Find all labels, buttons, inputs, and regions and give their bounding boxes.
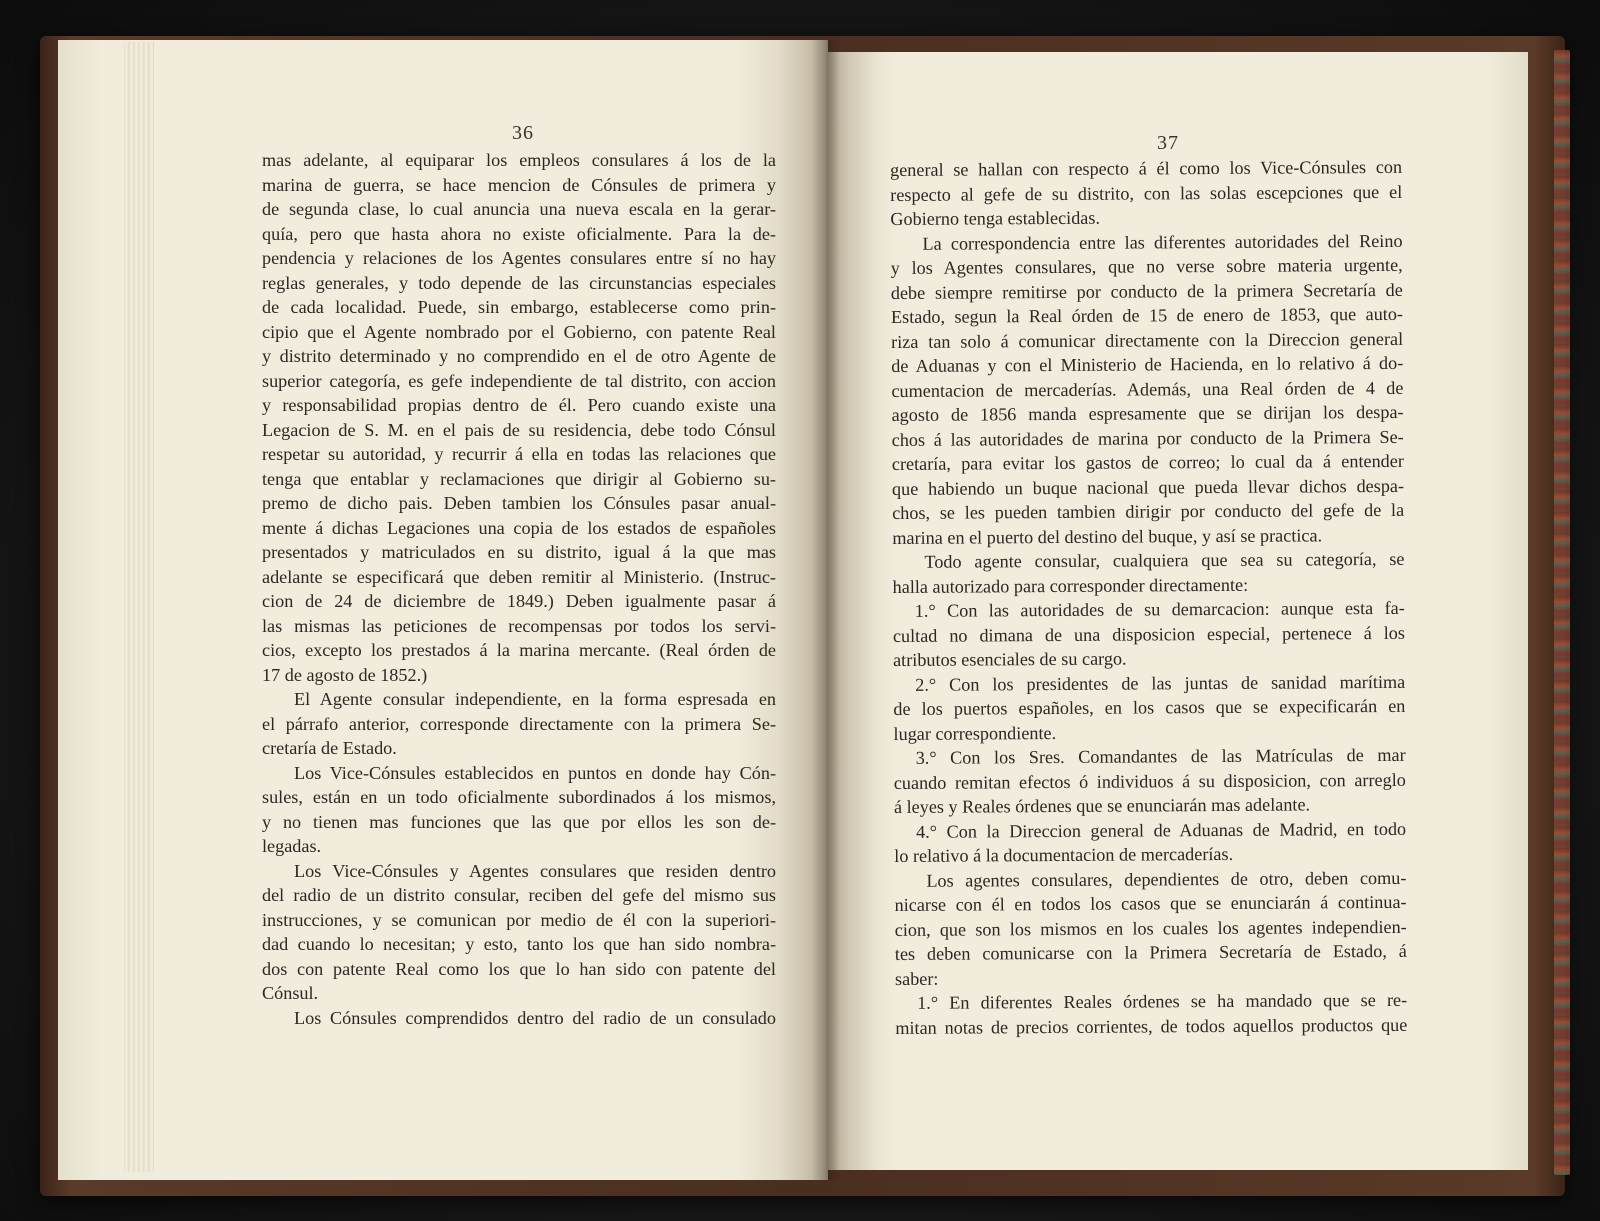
right-text-line: general se hallan con respecto á él como los Vice-Cónsules con (890, 156, 1403, 180)
left-text-line: El Agente consular independiente, en la forma espresada en (294, 689, 776, 709)
left-text-line: Los Cónsules comprendidos dentro del radio de un consulado (294, 1007, 776, 1028)
left-text-line: y responsabilidad propias dentro de él. Pero cuando existe una (262, 395, 776, 415)
left-text-line: y distrito determinado y no comprendido en el de otro Agente de (262, 346, 776, 366)
right-text-line: Estado, segun la Real órden de 15 de enero de 1853, que auto- (890, 303, 1404, 327)
right-text-line: 4.° Con la Direccion general de Aduanas de Madrid, en todo (916, 818, 1407, 842)
right-text-line: cretaría, para evitar los gastos de correo; lo cual da á entender (891, 450, 1404, 474)
left-page-stack-edge (124, 42, 154, 1172)
right-text-line: chos á las autoridades de marina por conducto de la Primera Se- (891, 426, 1404, 450)
right-text-line: y los Agentes consulares, que no verse sobre materia urgente, (890, 254, 1403, 278)
left-text-line: dad cuando lo necesitan; y esto, tanto los que han sido nombra- (262, 934, 776, 954)
right-text-line: La correspondencia entre las diferentes autoridades del Reino (922, 230, 1403, 254)
left-text-line: reglas generales, y todo depende de las circunstancias especiales (262, 272, 776, 293)
right-text-line: 2.° Con los presidentes de las juntas de sanidad marítima (915, 671, 1406, 695)
left-text-line: de cada localidad. Puede, sin embargo, establecerse como prin- (262, 297, 776, 317)
right-text-line: atributos esenciales de su cargo. (893, 648, 1127, 670)
left-text-line: legadas. (262, 836, 322, 856)
left-text-line: de segunda clase, lo cual anuncia una nueva escala en la gerar- (262, 199, 776, 219)
right-text-line: chos, se les pueden tambien dirigir por conducto del gefe de la (892, 499, 1405, 523)
left-text-line: dos con patente Real como los que lo han sido con patente del (262, 958, 776, 979)
left-text-line: tenga que entablar y reclamaciones que dirigir al Gobierno su- (262, 468, 776, 489)
right-text-line: respecto al gefe de su distrito, con las solas escepciones que el (890, 181, 1403, 205)
right-text-line: saber: (894, 968, 939, 989)
right-text-line: debe siempre remitirse por conducto de la primera Secretaría de (890, 279, 1403, 303)
right-text-line: cumentacion de mercaderías. Además, una Real órden de 4 de (891, 377, 1404, 401)
left-text-line: respetar su autoridad, y recurrir á ella en todas las relaciones que (262, 444, 776, 464)
right-page-text (890, 155, 1407, 1040)
left-text-line: cretaría de Estado. (262, 738, 397, 758)
left-text-line: y no tienen mas funciones que las que por ellos les son de- (262, 811, 776, 832)
left-text-line: pendencia y relaciones de los Agentes consulares entre sí no hay (262, 248, 776, 268)
right-text-line: mitan notas de precios corrientes, de todos aquellos productos que (895, 1014, 1408, 1038)
left-text-line: marina de guerra, se hace mencion de Cónsules de primera y (262, 174, 776, 195)
right-text-line: Gobierno tenga establecidas. (890, 207, 1101, 229)
left-text-line: presentados y matriculados en su distrito, igual á la que mas (262, 542, 776, 562)
left-page-text (262, 148, 776, 1030)
left-text-line: del radio de un distrito consular, reciben del gefe del mismo sus (262, 885, 776, 905)
right-text-line: cultad no dimana de una disposicion especial, pertenece á los (892, 622, 1405, 646)
left-page-number: 36 (512, 122, 534, 144)
left-text-line: cios, excepto los prestados á la marina mercante. (Real órden de (262, 640, 776, 660)
left-text-line: Cónsul. (262, 983, 319, 1003)
right-text-line: riza tan solo á comunicar directamente con la Direccion general (891, 328, 1404, 352)
right-text-line: halla autorizado para corresponder directamente: (892, 574, 1249, 597)
right-text-line: tes deben comunicarse con la Primera Secretaría de Estado, á (894, 940, 1407, 964)
left-text-line: Los Vice-Cónsules establecidos en puntos en donde hay Cón- (294, 762, 776, 783)
left-text-line: el párrafo anterior, corresponde directamente con la primera Se- (262, 713, 776, 734)
right-text-line: nicarse con él en todos los casos que se enunciarán á continua- (894, 891, 1407, 915)
marbled-page-edge (1554, 50, 1570, 1175)
right-text-line: 1.° En diferentes Reales órdenes se ha mandado que se re- (917, 989, 1408, 1013)
right-text-line: lo relativo á la documentacion de mercaderías. (894, 843, 1234, 866)
right-text-line: 3.° Con los Sres. Comandantes de las Matrículas de mar (915, 744, 1406, 768)
left-text-line: Legacion de S. M. en el pais de su residencia, debe todo Cónsul (262, 419, 776, 440)
left-text-line: cion de 24 de diciembre de 1849.) Deben igualmente pasar á (262, 591, 776, 611)
left-text-line: superior categoría, es gefe independiente de tal distrito, con accion (262, 370, 776, 391)
left-text-line: adelante se especificará que deben remitir al Ministerio. (Instruc- (262, 566, 776, 587)
right-text-line: Los agentes consulares, dependientes de otro, deben comu- (926, 867, 1407, 891)
right-text-line: á leyes y Reales órdenes que se enunciarán mas adelante. (893, 794, 1311, 817)
left-text-line: quía, pero que hasta ahora no existe oficialmente. Para la de- (262, 223, 776, 244)
left-text-line: 17 de agosto de 1852.) (262, 664, 428, 685)
right-text-line: de Aduanas y con el Ministerio de Hacienda, en lo relativo á do- (891, 352, 1404, 376)
right-text-line: 1.° Con las autoridades de su demarcacion: aunque esta fa- (914, 597, 1405, 621)
right-page-number: 37 (1157, 132, 1179, 154)
right-text-line: cion, que son los mismos en los cuales los agentes independien- (894, 916, 1407, 940)
right-text-line: marina en el puerto del destino del buque, y así se practica. (892, 524, 1323, 548)
left-text-line: las mismas las peticiones de recompensas por todos los servi- (262, 615, 776, 636)
left-text-line: mas adelante, al equiparar los empleos consulares á los de la (262, 150, 776, 170)
right-text-line: agosto de 1856 manda espresamente que se dirijan los despa- (891, 401, 1404, 425)
right-text-line: de los puertos españoles, en los casos que se expecificarán en (893, 695, 1406, 719)
left-text-line: mente á dichas Legaciones una copia de los estados de españoles (262, 517, 776, 538)
left-text-line: premo de dicho pais. Deben tambien los Cónsules pasar anual- (262, 493, 776, 513)
left-text-line: sules, están en un todo oficialmente subordinados á los mismos, (262, 787, 776, 807)
left-text-line: instrucciones, y se comunican por medio de él con la superiori- (262, 909, 776, 930)
right-text-line: Todo agente consular, cualquiera que sea su categoría, se (924, 548, 1405, 572)
right-text-line: que habiendo un buque nacional que pueda llevar dichos despa- (891, 475, 1405, 499)
left-text-line: cipio que el Agente nombrado por el Gobierno, con patente Real (262, 321, 776, 342)
right-text-line: lugar correspondiente. (893, 722, 1057, 744)
left-text-line: Los Vice-Cónsules y Agentes consulares que residen dentro (294, 860, 776, 881)
right-text-line: cuando remitan efectos ó individuos á su disposicion, con arreglo (893, 769, 1406, 793)
